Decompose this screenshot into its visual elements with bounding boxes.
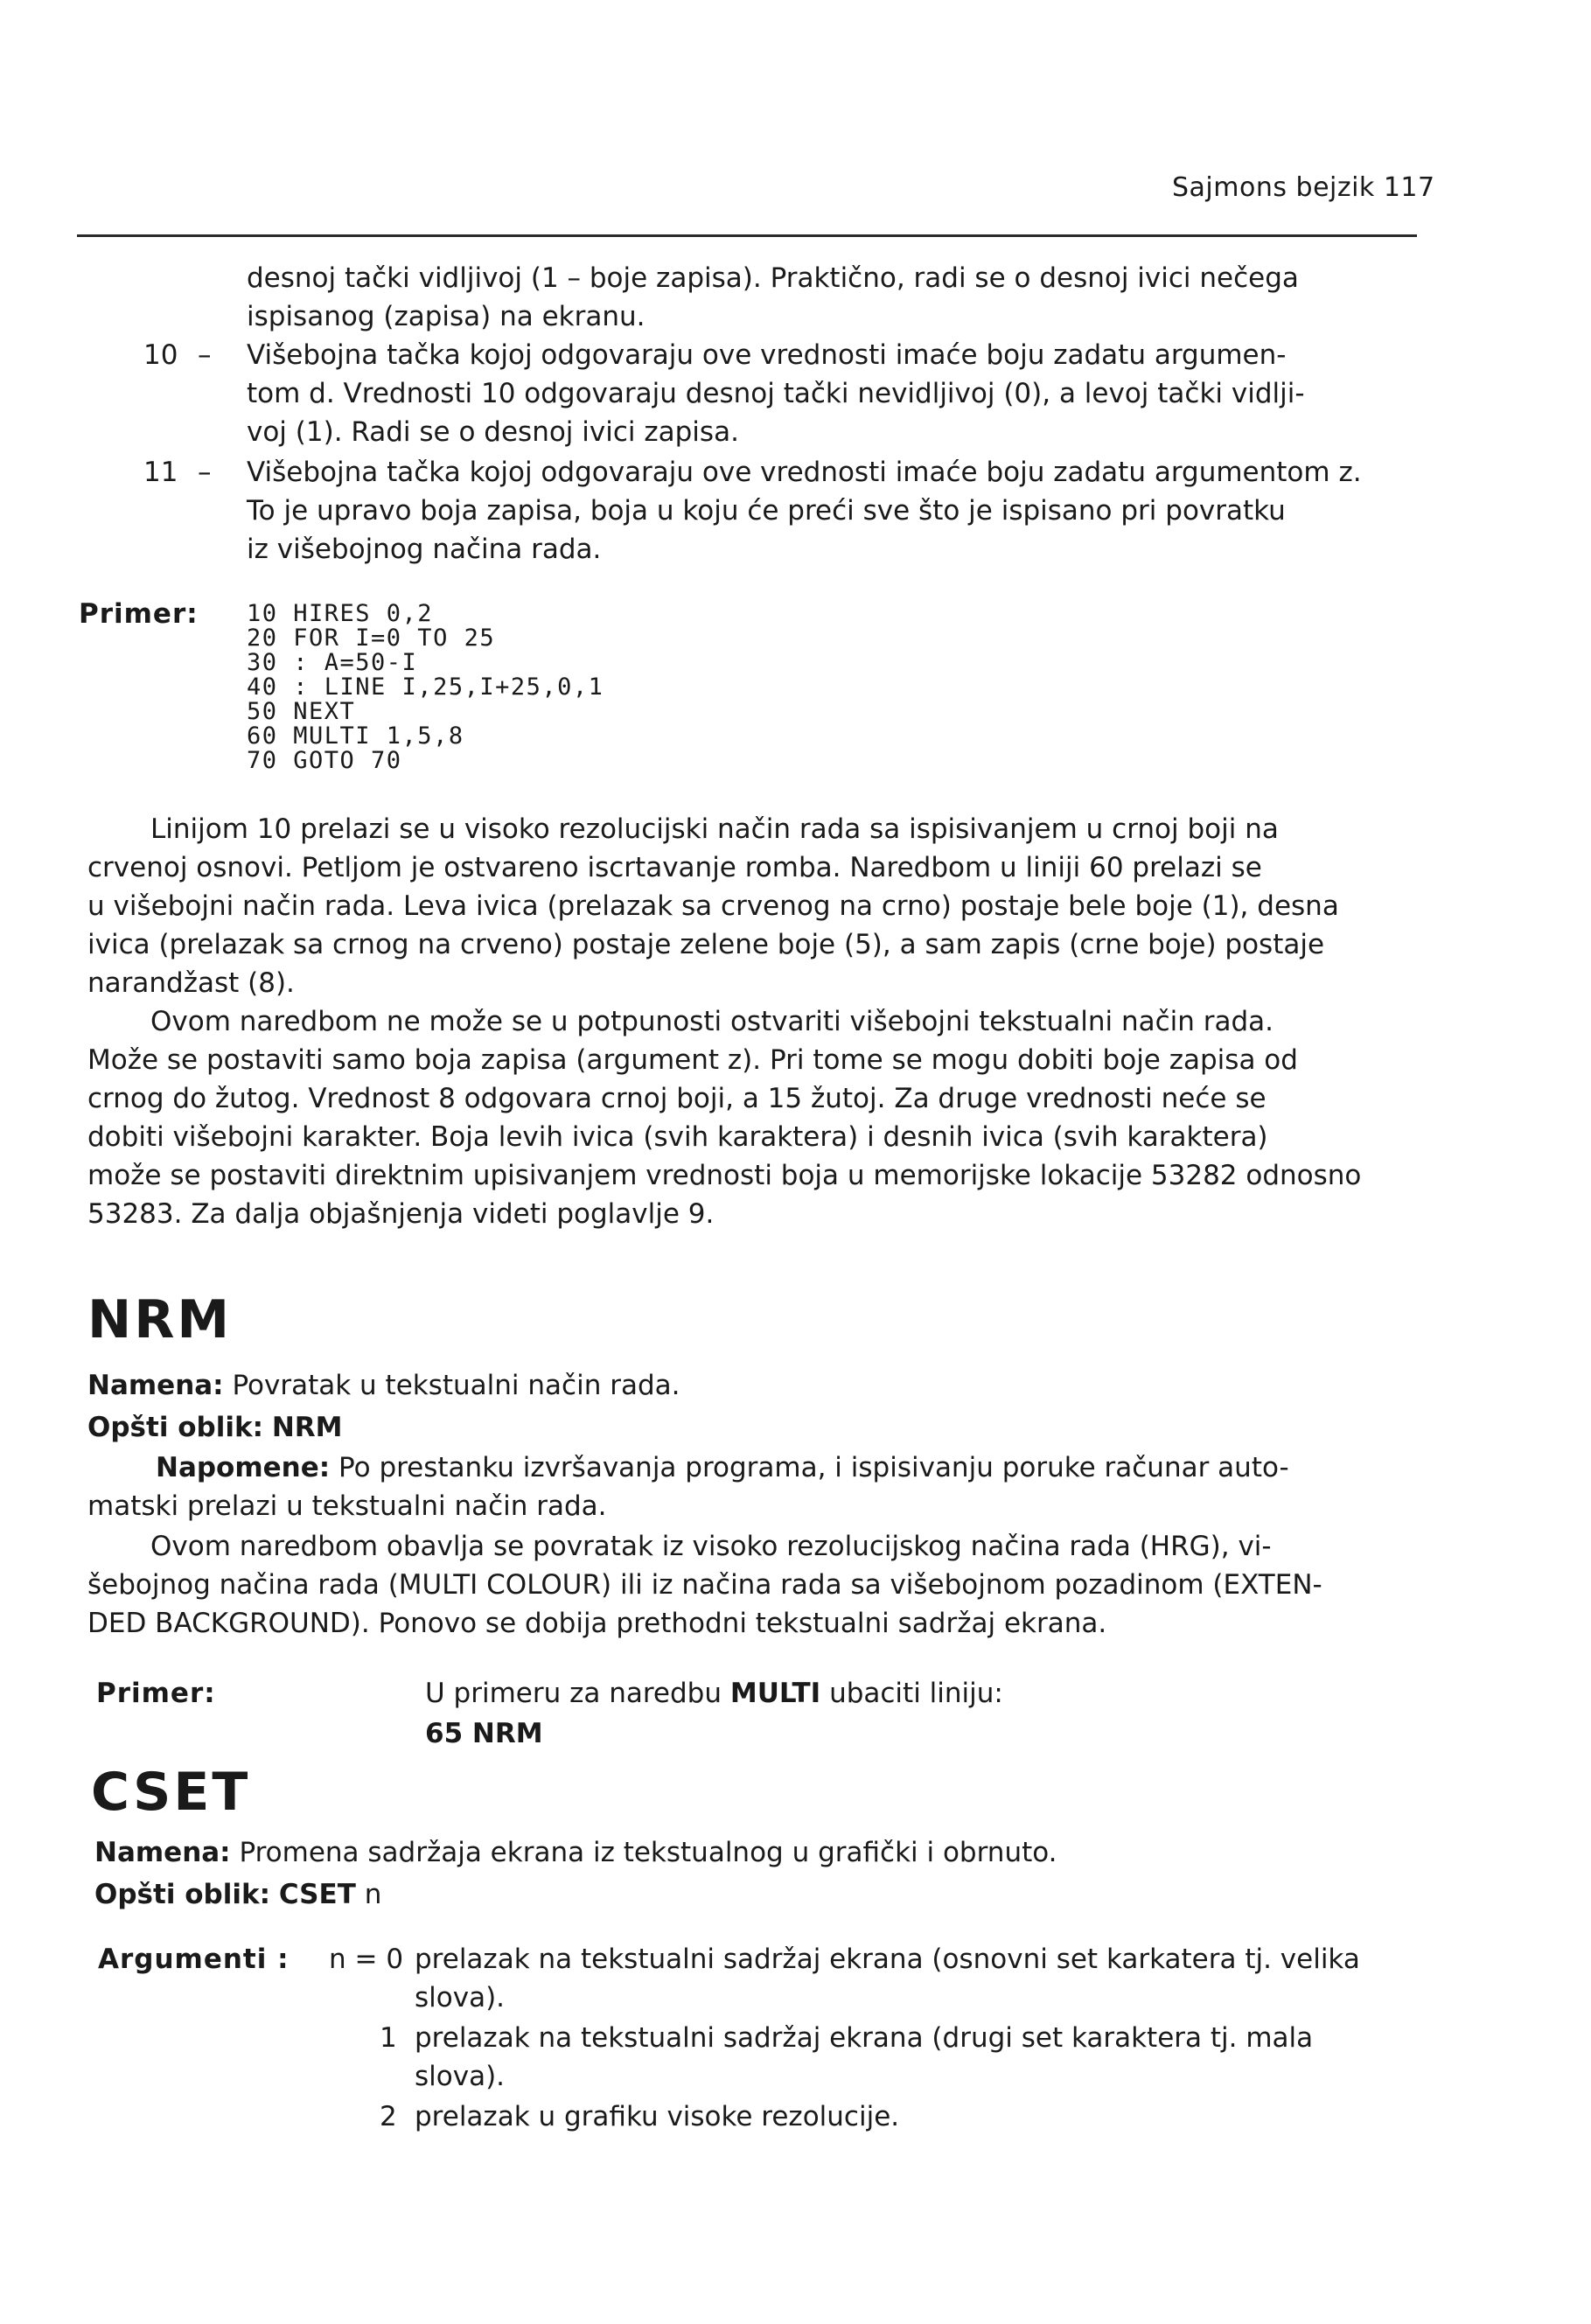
namena-text: Promena sadržaja ekrana iz tekstualnog u grafički i obrnuto. xyxy=(239,1837,1057,1868)
paragraph-line: Linijom 10 prelazi se u visoko rezolucijski način rada sa ispisivanjem u crnoj boji na xyxy=(150,813,1279,845)
section-title-nrm: NRM xyxy=(87,1289,233,1350)
primer-label: Primer: xyxy=(79,598,199,630)
paragraph-line: Može se postaviti samo boja zapisa (argument z). Pri tome se mogu dobiti boje zapisa od xyxy=(87,1044,1298,1076)
arg-key: n = 0 xyxy=(329,1944,404,1975)
section-title-cset: CSET xyxy=(91,1762,251,1823)
napomene-text: Po prestanku izvršavanja programa, i ispisivanju poruke računar auto- xyxy=(338,1452,1289,1483)
item-dash: – xyxy=(198,339,212,371)
item-line: To je upravo boja zapisa, boja u koju će preći sve što je ispisano pri povratku xyxy=(247,495,1286,527)
paragraph-line: u višebojni način rada. Leva ivica (prelazak sa crvenog na crno) postaje bele boje (1), desna xyxy=(87,890,1339,922)
paragraph-line: dobiti višebojni karakter. Boja levih ivica (svih karaktera) i desnih ivica (svih karaktera) xyxy=(87,1121,1268,1153)
arg-line: slova). xyxy=(415,1982,506,2013)
item-line: voj (1). Radi se o desnoj ivici zapisa. xyxy=(247,416,739,448)
nrm-paragraph-line: Ovom naredbom obavlja se povratak iz visoko rezolucijskog načina rada (HRG), vi- xyxy=(150,1531,1272,1562)
paragraph-line: 53283. Za dalja objašnjenja videti poglavlje 9. xyxy=(87,1198,715,1230)
oblik-cmd: NRM xyxy=(271,1412,343,1443)
oblik-cmd: CSET xyxy=(278,1879,356,1910)
cset-oblik xyxy=(94,1875,381,1914)
paragraph-line: Ovom naredbom ne može se u potpunosti ostvariti višebojni tekstualni način rada. xyxy=(150,1006,1274,1037)
napomene-label: Napomene: xyxy=(156,1452,331,1483)
code-line: 70 GOTO 70 xyxy=(247,747,402,774)
paragraph-line: crvenoj osnovi. Petljom je ostvareno iscrtavanje romba. Naredbom u liniji 60 prelazi se xyxy=(87,852,1262,883)
continuation-line-2: ispisanog (zapisa) na ekranu. xyxy=(247,301,645,332)
paragraph-line: crnog do žutog. Vrednost 8 odgovara crnoj boji, a 15 žutoj. Za druge vrednosti neće se xyxy=(87,1083,1267,1114)
primer-cmd: MULTI xyxy=(729,1678,821,1709)
item-line: iz višebojnog načina rada. xyxy=(247,534,602,565)
item-dash: – xyxy=(198,457,212,488)
namena-label: Namena: xyxy=(94,1837,231,1868)
napomene-line: matski prelazi u tekstualni način rada. xyxy=(87,1490,607,1522)
nrm-oblik xyxy=(87,1408,343,1447)
oblik-label: Opšti oblik: xyxy=(94,1879,270,1910)
nrm-napomene xyxy=(156,1448,1289,1487)
namena-label: Namena: xyxy=(87,1370,224,1401)
oblik-label: Opšti oblik: xyxy=(87,1412,263,1443)
running-header: Sajmons bejzik 117 xyxy=(1172,172,1435,203)
paragraph-line: ivica (prelazak sa crnog na crveno) postaje zelene boje (5), a sam zapis (crne boje) postaje xyxy=(87,929,1325,960)
arg-line: prelazak na tekstualni sadržaj ekrana (drugi set karaktera tj. mala xyxy=(415,2022,1314,2054)
nrm-primer-text xyxy=(425,1674,1003,1713)
arg-line: slova). xyxy=(415,2061,506,2092)
item-line: Višebojna tačka kojoj odgovaraju ove vrednosti imaće boju zadatu argumen- xyxy=(247,339,1287,371)
arg-key: 1 xyxy=(380,2022,397,2054)
paragraph-line: može se postaviti direktnim upisivanjem vrednosti boja u memorijske lokacije 53282 odnosno xyxy=(87,1160,1362,1191)
primer-label: Primer: xyxy=(96,1678,216,1709)
code-line: 60 MULTI 1,5,8 xyxy=(247,722,464,750)
continuation-line-1: desnoj tački vidljivoj (1 – boje zapisa). Praktično, radi se o desnoj ivici nečega xyxy=(247,262,1299,294)
primer-text-pre: U primeru za naredbu xyxy=(425,1678,722,1709)
item-number: 11 xyxy=(143,457,178,488)
item-line: Višebojna tačka kojoj odgovaraju ove vrednosti imaće boju zadatu argumentom z. xyxy=(247,457,1362,488)
arg-line: prelazak na tekstualni sadržaj ekrana (osnovni set karkatera tj. velika xyxy=(415,1944,1360,1975)
namena-text: Povratak u tekstualni način rada. xyxy=(232,1370,680,1401)
arg-key: 2 xyxy=(380,2101,397,2132)
primer-code-line: 65 NRM xyxy=(425,1718,543,1749)
code-line: 50 NEXT xyxy=(247,698,356,725)
code-line: 30 : A=50-I xyxy=(247,649,418,676)
nrm-paragraph-line: DED BACKGROUND). Ponovo se dobija prethodni tekstualni sadržaj ekrana. xyxy=(87,1608,1107,1639)
header-rule xyxy=(77,234,1417,237)
nrm-namena xyxy=(87,1366,680,1405)
code-line: 40 : LINE I,25,I+25,0,1 xyxy=(247,673,604,701)
code-line: 20 FOR I=0 TO 25 xyxy=(247,625,496,652)
primer-text-post: ubaciti liniju: xyxy=(829,1678,1003,1709)
code-line: 10 HIRES 0,2 xyxy=(247,600,434,627)
paragraph-line: narandžast (8). xyxy=(87,967,295,999)
cset-namena xyxy=(94,1833,1057,1872)
arg-line: prelazak u grafiku visoke rezolucije. xyxy=(415,2101,900,2132)
item-number: 10 xyxy=(143,339,178,371)
argumenti-label: Argumenti : xyxy=(98,1944,290,1975)
oblik-arg: n xyxy=(364,1879,382,1910)
nrm-paragraph-line: šebojnog načina rada (MULTI COLOUR) ili iz načina rada sa višebojnom pozadinom (EXTEN- xyxy=(87,1569,1322,1601)
item-line: tom d. Vrednosti 10 odgovaraju desnoj tački nevidljivoj (0), a levoj tački vidlji- xyxy=(247,378,1305,409)
